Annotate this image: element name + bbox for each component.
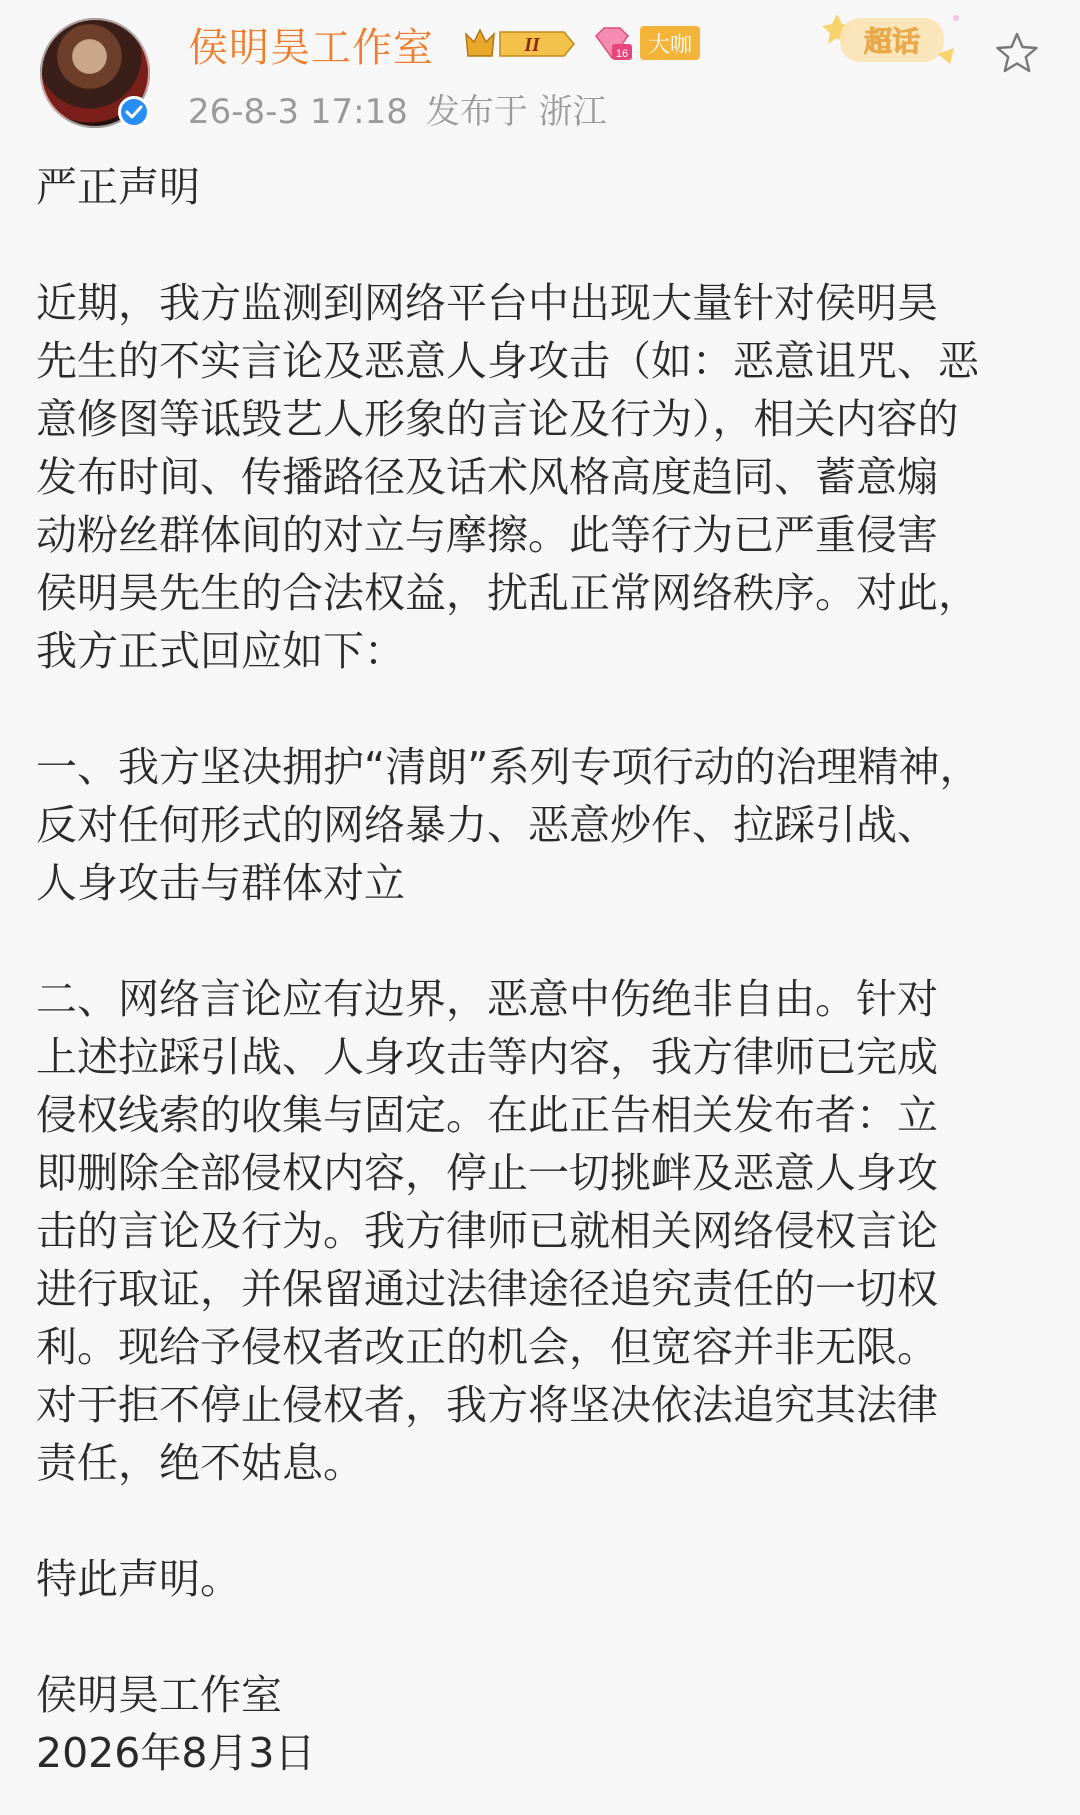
paragraph-intro: 近期，我方监测到网络平台中出现大量针对侯明昊 先生的不实言论及恶意人身攻击（如：恶意诅咒、恶 意修图等诋毁艺人形象的言论及行为），相关内容的 发布时间、传播路径及话术风格高度趋同、蓄意煽 动粉丝群体间的对立与摩擦。此等行为已严重侵害 侯明昊先生的合法权益，扰乱正常网络秩序。对此， 我方正式回应如下： [36,279,979,675]
statement-date: 2026年8月3日 [36,1729,316,1777]
vip-badge-text: 16 [615,48,629,60]
chaohua-label: 超话 [863,25,921,58]
post-timestamp: 26-8-3 17:18 [188,92,408,132]
level-crown-badge [460,24,580,64]
post-body [36,158,1046,1782]
level-badge-text: II [524,34,540,56]
statement-title: 严正声明 [36,163,200,211]
closing-line: 特此声明。 [36,1555,241,1603]
paragraph-point-one: 一、我方坚决拥护“清朗”系列专项行动的治理精神， 反对任何形式的网络暴力、恶意炒作、拉踩引战、 人身攻击与群体对立 [36,743,981,907]
post-location: 发布于 浙江 [425,92,607,132]
signature: 侯明昊工作室 [36,1671,282,1719]
vip-diamond-badge [590,24,634,64]
tag-badge: 大咖 [640,26,700,60]
paragraph-point-two: 二、网络言论应有边界，恶意中伤绝非自由。针对 上述拉踩引战、人身攻击等内容，我方律师已完成 侵权线索的收集与固定。在此正告相关发布者：立 即删除全部侵权内容，停止一切挑衅及恶意人身攻 击的言论及行为。我方律师已就相关网络侵权言论 进行取证，并保留通过法律途径追究责任的一切权 利。现给予侵权者改正的机会，但宽容并非无限。 对于拒不停止侵权者，我方将坚决依法追究其法律 责任，绝不姑息。 [36,975,938,1487]
chaohua-button[interactable] [818,4,968,74]
post-meta [188,84,607,133]
author-name[interactable]: 侯明昊工作室 [188,25,434,71]
post-header [0,0,1080,150]
verified-icon [118,96,150,128]
favorite-star-icon[interactable] [993,30,1041,78]
